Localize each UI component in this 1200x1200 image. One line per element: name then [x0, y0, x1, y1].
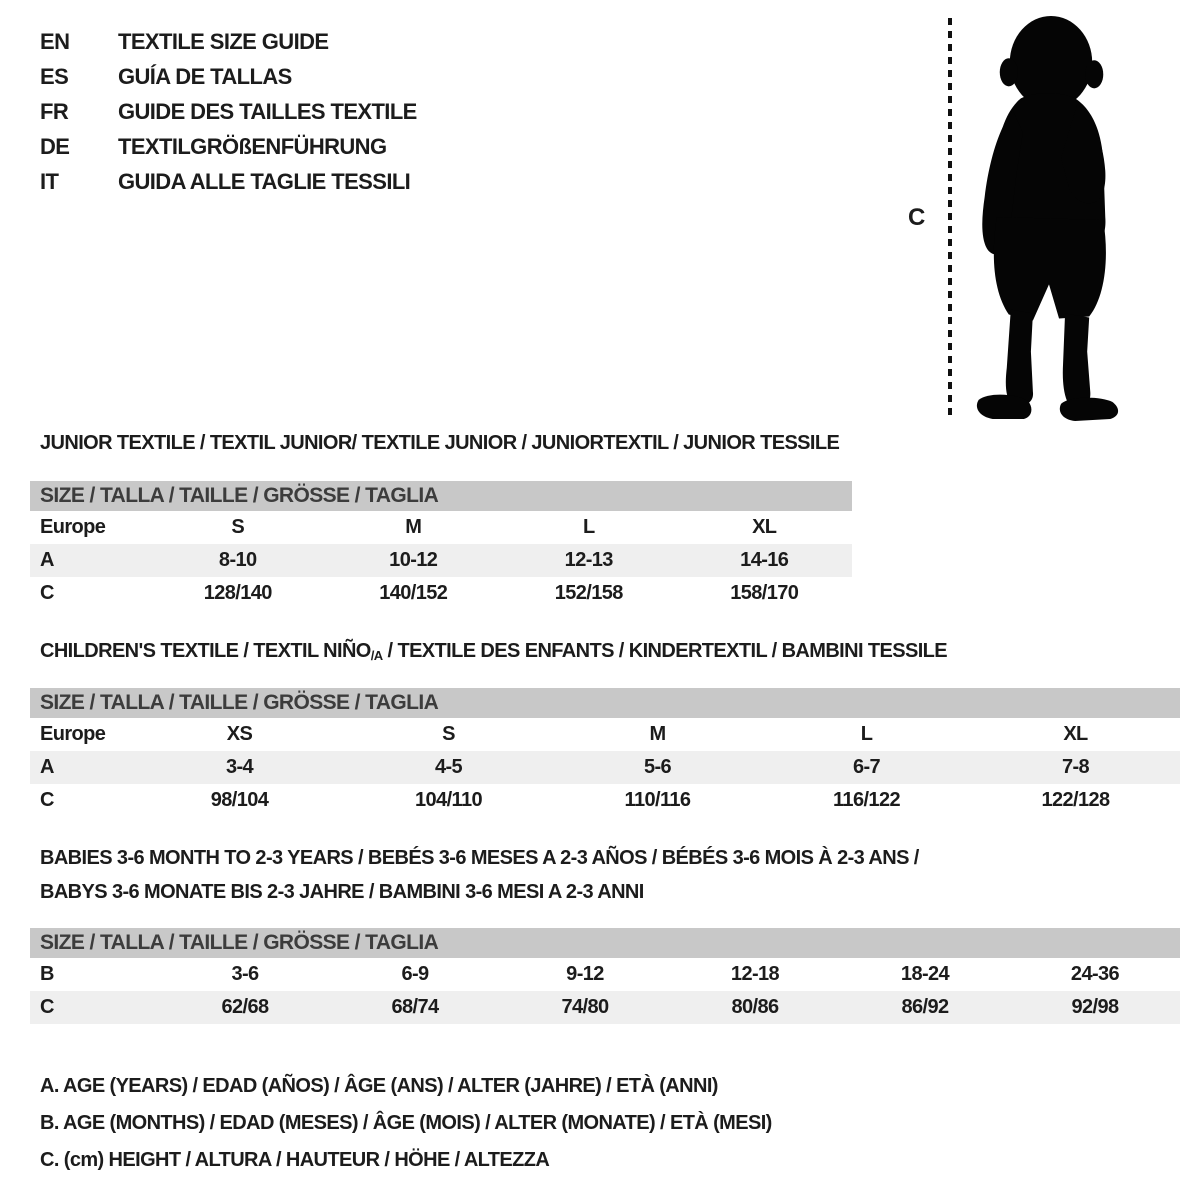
size-cell: M: [405, 516, 422, 538]
language-code: ES: [40, 63, 69, 89]
row-label: C: [40, 996, 54, 1018]
table-row: [30, 751, 1180, 784]
age-cell: 7-8: [1061, 756, 1090, 778]
height-cell: 116/122: [833, 789, 900, 811]
children-size-table: [30, 688, 1180, 817]
footnote-age-months: B. AGE (MONTHS) / EDAD (MESES) / ÂGE (MOIS) / ALTER (MONATE) / ETÀ (MESI): [40, 1112, 772, 1134]
row-label: A: [40, 756, 54, 778]
age-cell: 6-7: [852, 756, 881, 778]
language-row-es: [40, 59, 417, 94]
size-cell: XS: [226, 723, 253, 745]
language-code: IT: [40, 168, 59, 194]
row-label: C: [40, 582, 54, 604]
table-row: [30, 577, 852, 610]
babies-size-header-bar: SIZE / TALLA / TAILLE / GRÖSSE / TAGLIA: [30, 928, 1180, 958]
table-row: [30, 718, 1180, 751]
children-title-sub: /A: [370, 648, 383, 663]
babies-size-table: [30, 928, 1180, 1024]
size-cell: XL: [1063, 723, 1088, 745]
junior-size-table: [30, 481, 852, 610]
age-cell: 12-13: [564, 549, 613, 571]
table-row: [30, 544, 852, 577]
language-list: [40, 24, 417, 199]
table-row: [30, 958, 1180, 991]
junior-size-header-bar: SIZE / TALLA / TAILLE / GRÖSSE / TAGLIA: [30, 481, 852, 511]
row-label: Europe: [40, 516, 106, 538]
age-cell: 4-5: [434, 756, 463, 778]
height-cell: 62/68: [221, 996, 269, 1018]
size-cell: M: [649, 723, 666, 745]
height-cell: 68/74: [391, 996, 439, 1018]
row-label: B: [40, 963, 54, 985]
footnote-age-years: A. AGE (YEARS) / EDAD (AÑOS) / ÂGE (ANS) / ALTER (JAHRE) / ETÀ (ANNI): [40, 1075, 718, 1097]
row-label: A: [40, 549, 54, 571]
age-cell: 10-12: [389, 549, 438, 571]
language-code: DE: [40, 133, 70, 159]
language-title: GUIDA ALLE TAGLIE TESSILI: [118, 168, 411, 194]
size-cell: L: [860, 723, 873, 745]
language-code: EN: [40, 28, 70, 54]
months-cell: 24-36: [1070, 963, 1120, 985]
children-size-header-bar: SIZE / TALLA / TAILLE / GRÖSSE / TAGLIA: [30, 688, 1180, 718]
children-title-suffix: / TEXTILE DES ENFANTS / KINDERTEXTIL / BAMBINI TESSILE: [382, 640, 948, 662]
height-cell: 98/104: [210, 789, 269, 811]
babies-section-title-line1: BABIES 3-6 MONTH TO 2-3 YEARS / BEBÉS 3-6 MESES A 2-3 AÑOS / BÉBÉS 3-6 MOIS À 2-3 ANS /: [40, 847, 919, 869]
row-label: Europe: [40, 723, 106, 745]
footnote-height-cm: C. (cm) HEIGHT / ALTURA / HAUTEUR / HÖHE / ALTEZZA: [40, 1149, 550, 1171]
language-row-fr: [40, 94, 417, 129]
height-measure-dashed-line: [948, 18, 952, 416]
months-cell: 6-9: [401, 963, 429, 985]
language-row-de: [40, 129, 417, 164]
table-row: [30, 784, 1180, 817]
babies-section-title-line2: BABYS 3-6 MONATE BIS 2-3 JAHRE / BAMBINI 3-6 MESI A 2-3 ANNI: [40, 881, 644, 903]
language-row-it: [40, 164, 417, 199]
months-cell: 12-18: [730, 963, 780, 985]
language-title: TEXTILGRÖßENFÜHRUNG: [118, 133, 387, 159]
size-cell: XL: [752, 516, 777, 538]
height-cell: 86/92: [901, 996, 949, 1018]
height-measure-label: C: [908, 204, 925, 231]
height-cell: 152/158: [554, 582, 623, 604]
children-section-title: [40, 640, 947, 663]
height-cell: 74/80: [561, 996, 609, 1018]
height-cell: 80/86: [731, 996, 779, 1018]
language-title: TEXTILE SIZE GUIDE: [118, 28, 329, 54]
height-cell: 128/140: [203, 582, 272, 604]
size-cell: L: [582, 516, 595, 538]
age-cell: 14-16: [740, 549, 789, 571]
months-cell: 3-6: [231, 963, 259, 985]
row-label: C: [40, 789, 54, 811]
height-cell: 104/110: [415, 789, 482, 811]
height-cell: 110/116: [624, 789, 691, 811]
children-title-prefix: CHILDREN'S TEXTILE / TEXTIL NIÑO: [40, 640, 371, 662]
table-row: [30, 991, 1180, 1024]
table-row: [30, 511, 852, 544]
height-cell: 122/128: [1041, 789, 1110, 811]
junior-section-title: JUNIOR TEXTILE / TEXTIL JUNIOR/ TEXTILE JUNIOR / JUNIORTEXTIL / JUNIOR TESSILE: [40, 432, 840, 454]
footnotes: [40, 1068, 772, 1179]
language-title: GUÍA DE TALLAS: [118, 63, 292, 89]
age-cell: 3-4: [225, 756, 254, 778]
size-cell: S: [231, 516, 245, 538]
height-cell: 158/170: [730, 582, 799, 604]
toddler-silhouette: [956, 10, 1146, 422]
age-cell: 8-10: [218, 549, 257, 571]
height-cell: 140/152: [379, 582, 448, 604]
language-code: FR: [40, 98, 69, 124]
language-row-en: [40, 24, 417, 59]
size-cell: S: [442, 723, 455, 745]
months-cell: 18-24: [900, 963, 950, 985]
months-cell: 9-12: [566, 963, 604, 985]
age-cell: 5-6: [643, 756, 672, 778]
language-title: GUIDE DES TAILLES TEXTILE: [118, 98, 417, 124]
height-cell: 92/98: [1071, 996, 1119, 1018]
